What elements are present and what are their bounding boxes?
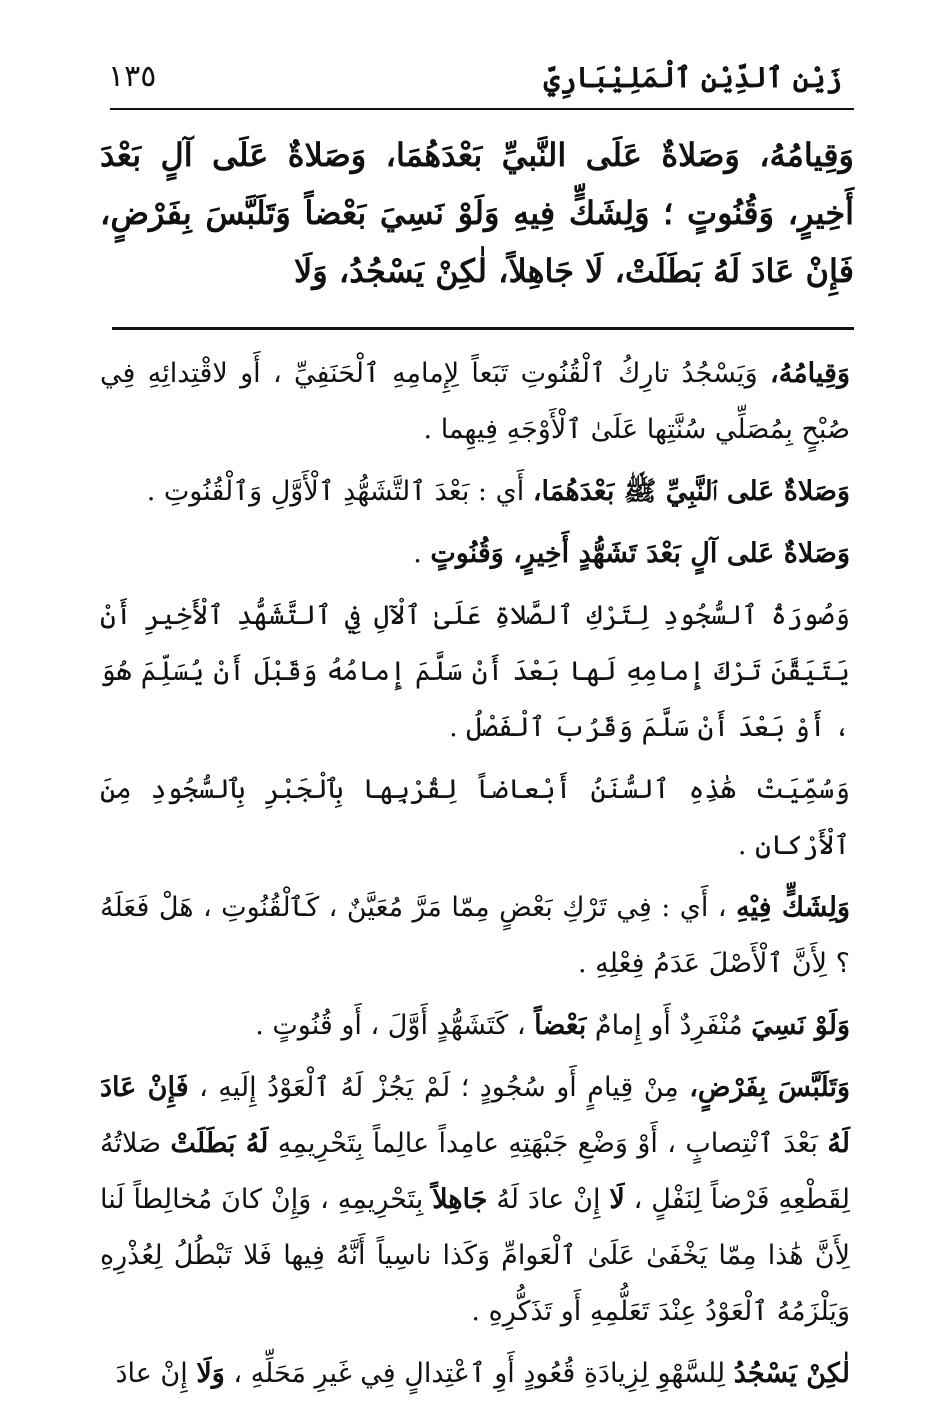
quoted-matn: لٰكِنْ يَسْجُدُ [733, 1358, 850, 1389]
matn-paragraph: وَقِيامُهُ، وَصَلاةٌ عَلَى النَّبيِّ بَعْدَهُمَا، وَصَلاةٌ عَلَى آلٍ بَعْدَ أَخِيرٍ، وَقُنُوتٍ ؛ وَلِشَكٍّ فِيهِ وَلَوْ نَسِيَ بَعْضاً وَتَلَبَّسَ بِفَرْضٍ، فَإِنْ عَادَ لَهُ بَطَلَتْ، لَا جَاهِلاً، لٰكِنْ يَسْجُدُ، وَلَا [100, 136, 854, 290]
commentary-text: مِنْ قِيامٍ أَو سُجُودٍ ؛ لَمْ يَجُزْ لَهُ ٱلْعَوْدُ إِلَيهِ ، [188, 1072, 690, 1103]
quoted-matn: وَصَلاةٌ عَلى آلٍ بَعْدَ تَشَهُّدٍ أَخِيرٍ، وَقُنُوتٍ [430, 538, 850, 569]
quoted-matn: وَتَلَبَّسَ بِفَرْضٍ، [689, 1072, 850, 1103]
matn-text [100, 126, 854, 300]
commentary-text: مُنْفَرِدٌ أَو إِمامٌ [586, 1010, 752, 1041]
separator-rule [112, 327, 854, 330]
commentary-text: ، كَتَشَهُّدٍ أَوَّلَ ، أَو قُنُوتٍ . [255, 1010, 535, 1041]
commentary-text: . [413, 538, 431, 569]
commentary-text: وَيَسْجُدُ تارِكُ ٱلْقُنُوتِ تَبَعاً لِإِمامِهِ ٱلْحَنَفِيِّ ، أَو لاقْتِدائِهِ فِي صُبْحٍ بِمُصَلِّي سُنَّتِها عَلَىٰ ٱلْأَوْجَهِ فِيهِما . [100, 358, 850, 445]
quoted-matn: وَلَا [196, 1358, 225, 1389]
commentary-text: لِلسَّهْوِ لِزِيادَةِ قُعُودٍ أَوِ ٱعْتِدالٍ فِي غَيرِ مَحَلِّهِ ، [224, 1358, 734, 1389]
header-rule [110, 108, 854, 110]
commentary-text: إِنْ عادَ لَهُ [487, 1184, 610, 1215]
quoted-matn: لَا [609, 1184, 625, 1215]
commentary [100, 346, 850, 1408]
commentary-text: وَصُورَةُ ٱلسُّجُودِ لِتَرْكِ ٱلصَّلاةِ عَلَىٰ ٱلْآلِ فِي ٱلتَّشَهُّدِ ٱلْأَخِيرِ أَنْ يَتَيَقَّنَ تَرْكَ إِمامِهِ لَها بَعْدَ أَنْ سَلَّمَ إِمامُهُ وَقَبْلَ أَنْ يُسَلِّمَ هُوَ ، أَوْ بَعْدَ أَنْ سَلَّمَ وَقَرُبَ ٱلْفَصْلُ . [100, 600, 850, 743]
quoted-matn: فَإِنْ عَادَ لَهُ [100, 1072, 851, 1159]
running-header [108, 48, 842, 94]
commentary-paragraph [100, 464, 850, 520]
commentary-paragraph [100, 526, 850, 582]
quoted-matn: بَعْضاً [534, 1010, 587, 1041]
quoted-matn: وَلَوْ نَسِيَ [751, 1010, 850, 1041]
commentary-paragraph [100, 762, 850, 874]
commentary-paragraph [100, 346, 850, 458]
commentary-text: بِتَحْرِيمِهِ ، وَإِنْ كانَ مُخالِطاً لَنا لِأَنَّ هَٰذا مِمّا يَخْفَىٰ عَلَىٰ ٱلْعَوامِّ وَكَذا ناسِياً أَنَّهُ فِيها فَلا تَبْطُلُ لِعُذْرِهِ وَيَلْزَمُهُ ٱلْعَوْدُ عِنْدَ تَعَلُّمِهِ أَو تَذَكُّرِهِ . [100, 1184, 850, 1327]
quoted-matn: وَلِشَكٍّ فِيْهِ [736, 892, 850, 923]
commentary-paragraph [100, 880, 850, 992]
quoted-matn: جَاهِلاً [432, 1184, 488, 1215]
commentary-paragraph [100, 1060, 850, 1340]
commentary-text: ، أَي : فِي تَرْكِ بَعْضٍ مِمّا مَرَّ مُعَيَّنٌ ، كَٱلْقُنُوتِ ، هَلْ فَعَلَهُ ؟ لِأَنَّ ٱلْأَصْلَ عَدَمُ فِعْلِهِ . [100, 892, 850, 979]
quoted-matn: لَهُ بَطَلَتْ [170, 1128, 269, 1159]
commentary-text: إِنْ عادَ [115, 1358, 197, 1389]
quoted-matn: وَصَلاةٌ عَلى ٱلنَّبِيِّ ﷺ بَعْدَهُمَا، [532, 476, 850, 507]
commentary-paragraph [100, 1346, 850, 1402]
header-title: زَيْن ٱلدِّيْنِ ٱلْمَلِيْبَارِيّ [543, 61, 842, 94]
commentary-text: صَلاتُهُ لِقَطْعِهِ فَرْضاً لِنَفْلٍ ، [100, 1128, 850, 1215]
page-number: ١٣٥ [108, 59, 157, 94]
commentary-paragraph [100, 998, 850, 1054]
commentary-paragraph [100, 588, 850, 756]
commentary-text: بَعْدَ ٱنْتِصابٍ ، أَوْ وَضْعِ جَبْهَتِهِ عامِداً عالِماً بِتَحْرِيمِهِ [268, 1128, 828, 1159]
commentary-text: وَسُمِّيَتْ هَٰذِهِ ٱلسُّنَنُ أَبْعاضاً لِقُرْبِها بِٱلْجَبْرِ بِٱلسُّجُودِ مِنَ ٱلْأَرْكانِ . [100, 774, 850, 861]
quoted-matn: وَقِيامُهُ، [770, 358, 850, 389]
commentary-text: أَي : بَعْدَ ٱلتَّشَهُّدِ ٱلْأَوَّلِ وَٱلْقُنُوتِ . [146, 476, 533, 507]
